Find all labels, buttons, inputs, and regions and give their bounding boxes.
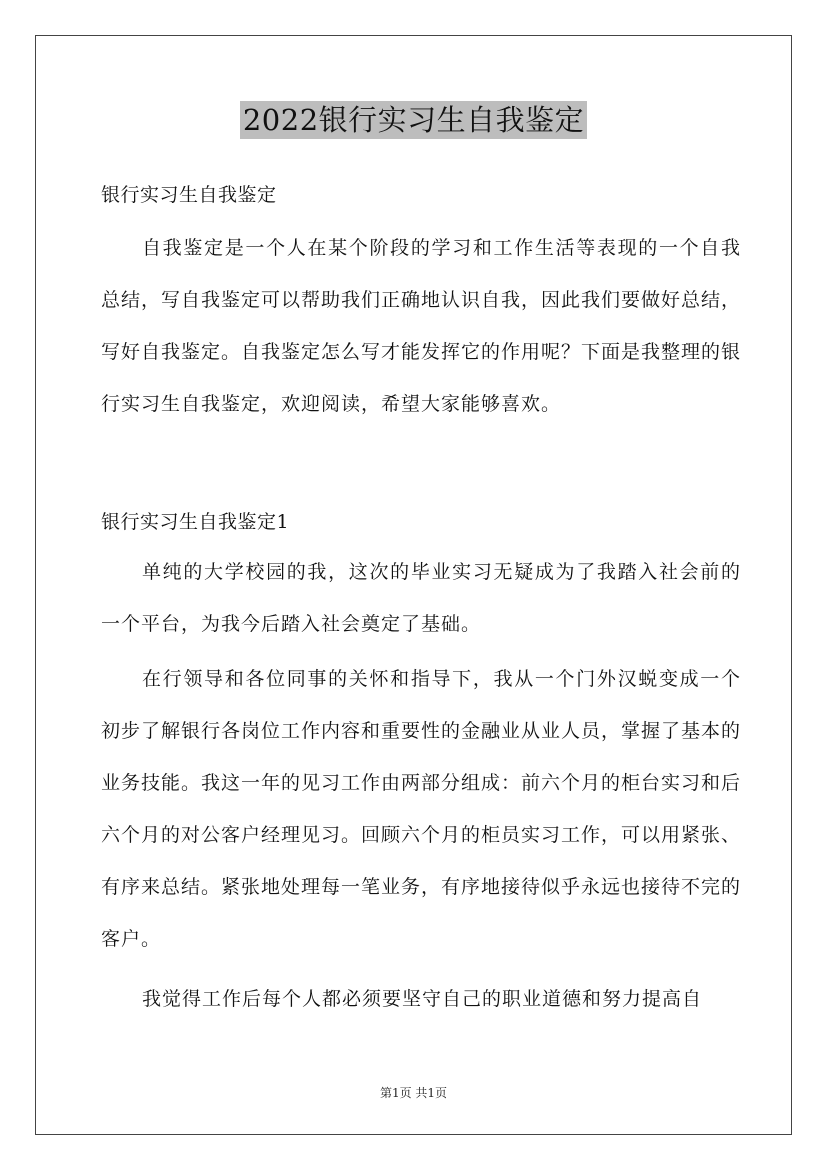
section-1-paragraph-2: 在行领导和各位同事的关怀和指导下，我从一个门外汉蜕变成一个初步了解银行各岗位工作内容和重要性的金融业从业人员，掌握了基本的业务技能。我这一年的见习工作由两部分组成：前六个月的柜台实习和后六个月的对公客户经理见习。回顾六个月的柜员实习工作，可以用紧张、有序来总结。紧张地处理每一笔业务，有序地接待似乎永远也接待不完的客户。 <box>101 668 742 950</box>
section-heading-intro: 银行实习生自我鉴定 <box>101 184 277 206</box>
section-1-paragraph-3: 我觉得工作后每个人都必须要坚守自己的职业道德和努力提高自 <box>142 988 703 1010</box>
section-heading-1: 银行实习生自我鉴定1 <box>101 511 290 533</box>
intro-paragraph: 自我鉴定是一个人在某个阶段的学习和工作生活等表现的一个自我总结，写自我鉴定可以帮助我们正确地认识自我，因此我们要做好总结，写好自我鉴定。自我鉴定怎么写才能发挥它的作用呢？下面是我整理的银行实习生自我鉴定，欢迎阅读，希望大家能够喜欢。 <box>101 237 742 415</box>
page-number-footer: 第1页 共1页 <box>379 1086 448 1100</box>
document-title: 2022银行实习生自我鉴定 <box>0 98 827 139</box>
section-1-paragraph-1: 单纯的大学校园的我，这次的毕业实习无疑成为了我踏入社会前的一个平台，为我今后踏入社会奠定了基础。 <box>101 561 741 635</box>
